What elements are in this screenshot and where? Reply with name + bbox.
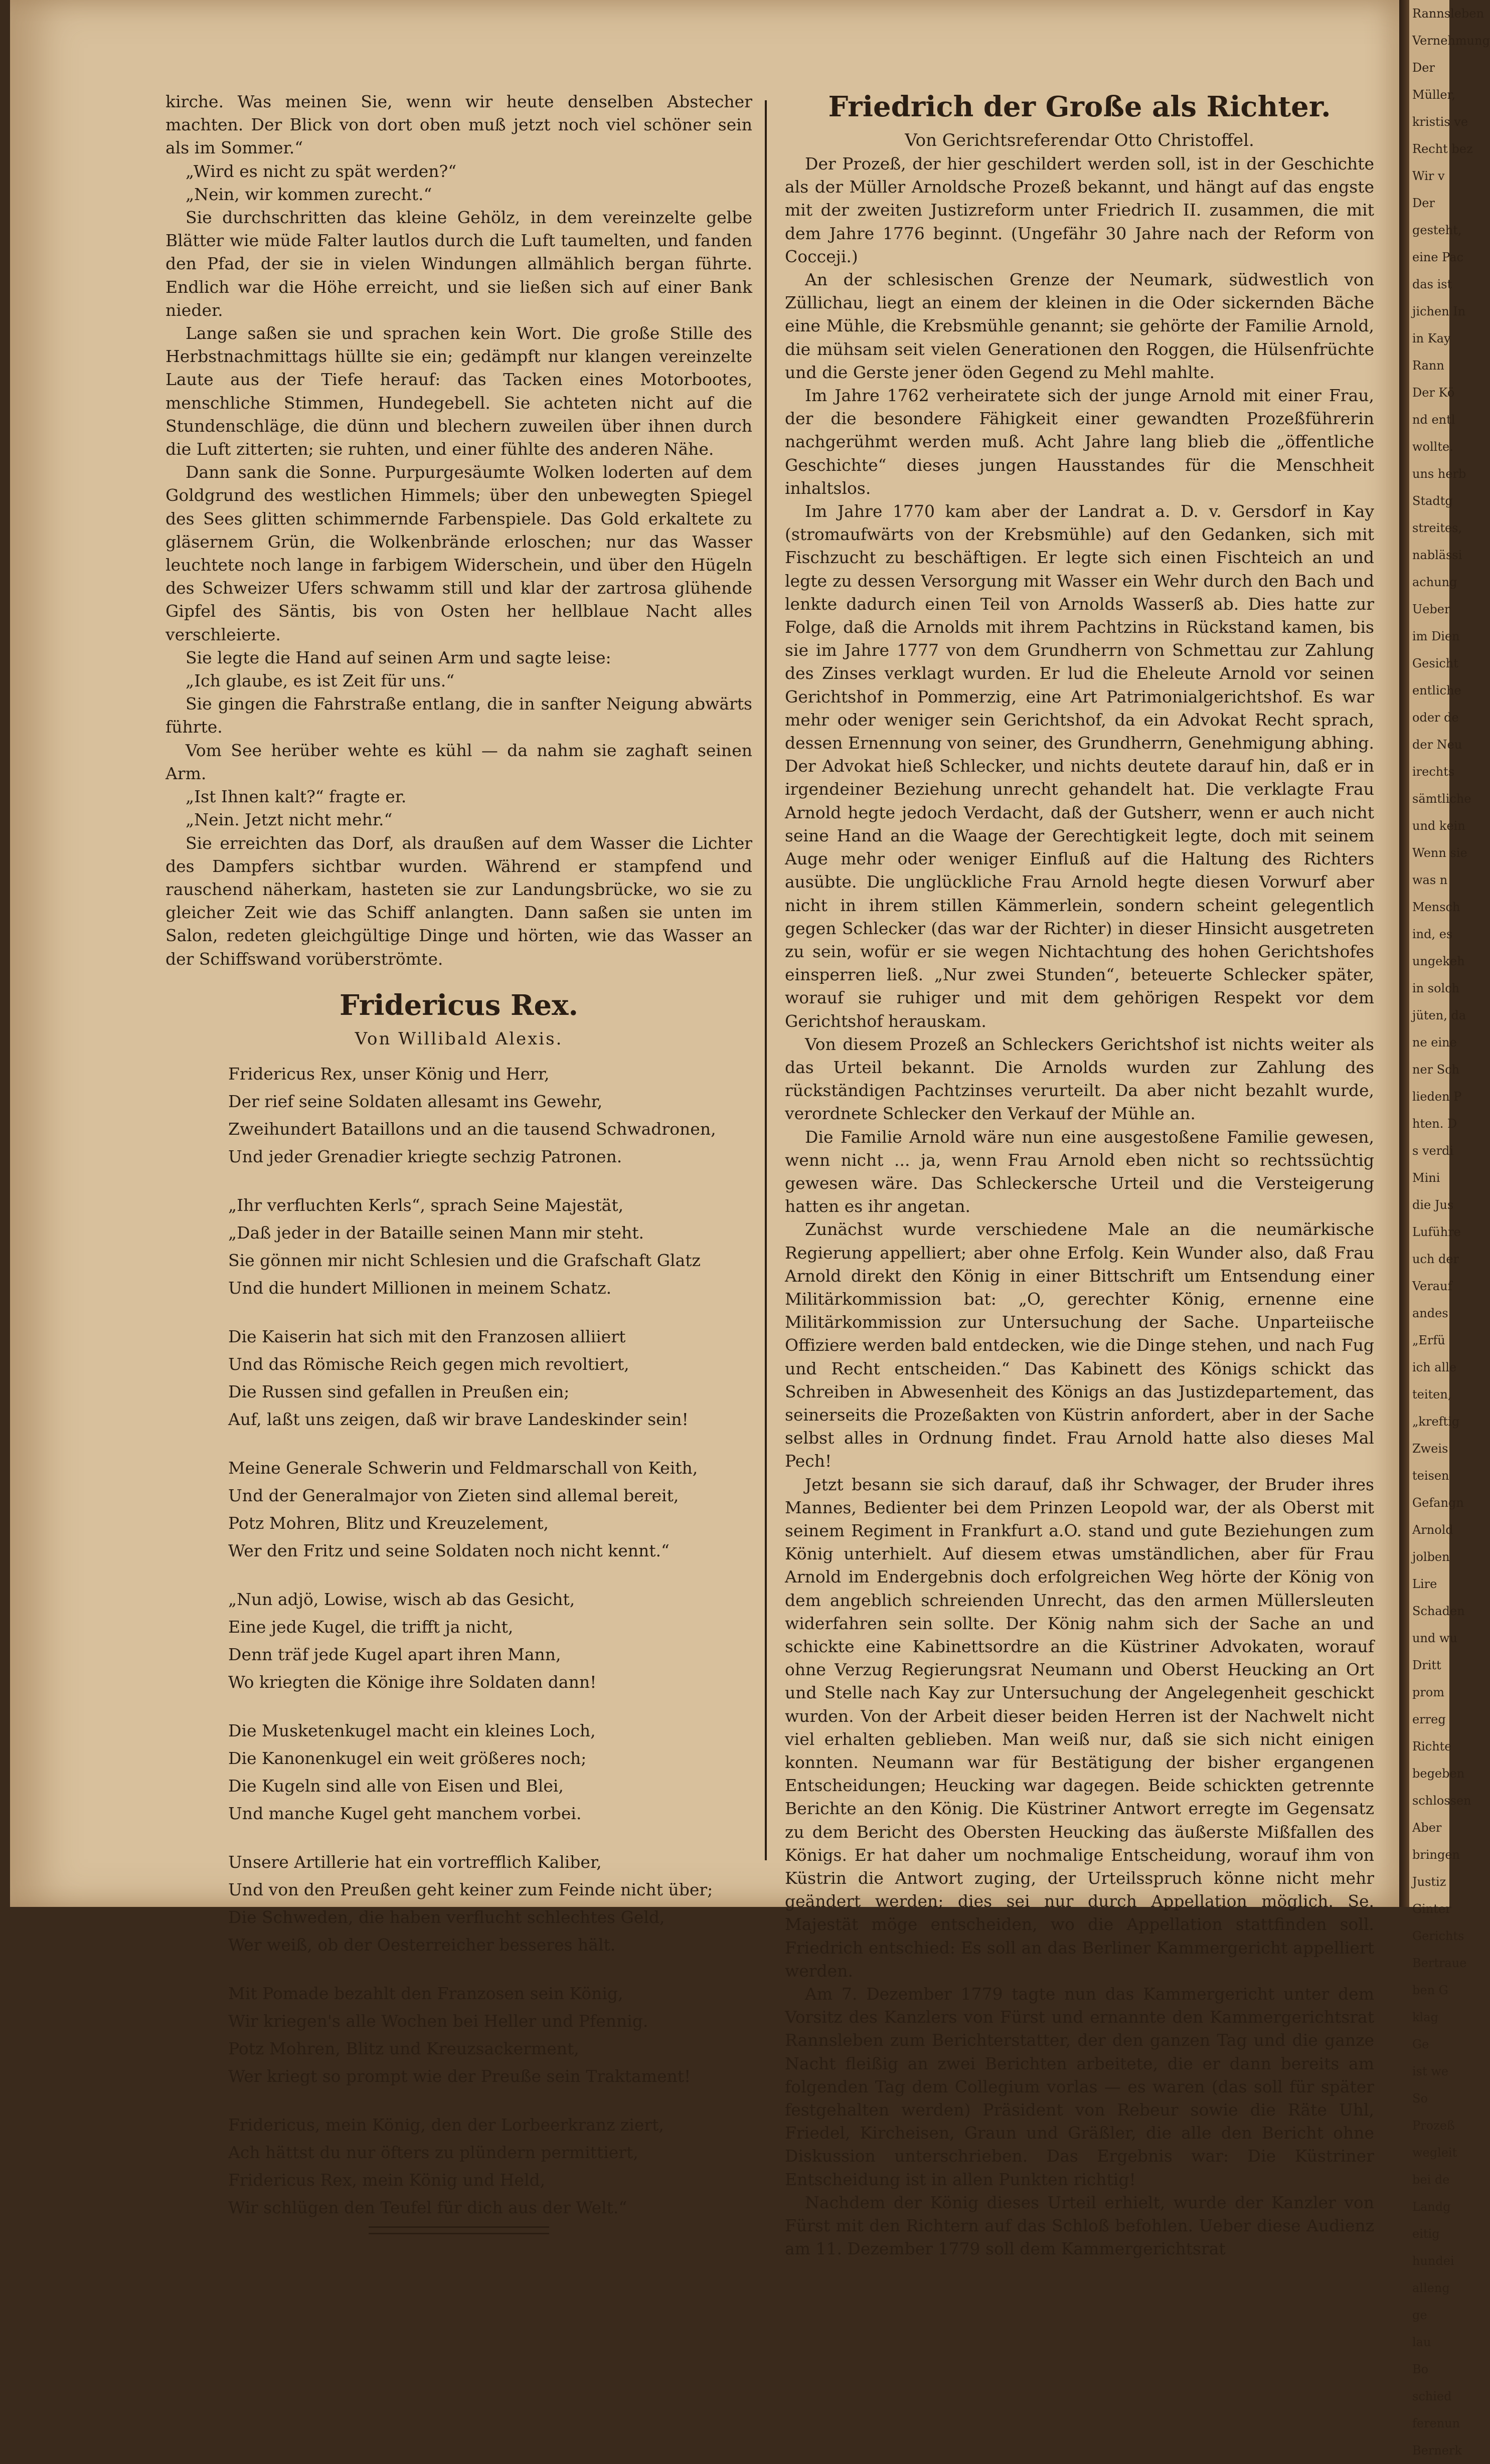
adjacent-page-fragment: und wu: [1412, 1631, 1457, 1645]
poem-line: Und jeder Grenadier kriegte sechzig Patronen.: [228, 1146, 622, 1166]
book-gutter: [1399, 0, 1409, 1907]
article-paragraph: Jetzt besann sie sich darauf, daß ihr Schwager, der Bruder ihres Mannes, Bedienter bei dem Prinzen Leopold war, der als Oberst mit seinem Regiment in Frankfurt a.O. stand und gute Beziehungen zum König unterhielt. Auf diesem etwas umständlichen, aber für Frau Arnold im Endergebnis doch erfolgreichen Weg hörte der König von dem angeblich schreienden Unrecht, das den armen Müllersleuten widerfahren sein sollte. Der König nahm sich der Sache an und schickte eine Kabinettsordre an die Küstriner Advokaten, worauf ohne Verzug Regierungsrat Neumann und Oberst Heucking an Ort und Stelle nach Kay zur Untersuchung der Angelegenheit geschickt wurden. Von der Arbeit dieser beiden Herren ist der Nachwelt nicht viel erhalten geblieben. Man weiß nur, daß sie sich nicht einigen konnten. Neumann war für Bestätigung der bisher ergangenen Entscheidungen; Heucking war dagegen. Beide schickten getrennte Berichte an den König. Die Küstriner Antwort erregte im Gegensatz zu dem Bericht des Obersten Heucking das äußerste Mißfallen des Königs. Er hat daher um nochmalige Entscheidung, worauf ihm von Küstrin die Antwort zuging, der Urteilsspruch könne nicht mehr geändert werden; dies sei nur durch Appellation möglich. Se. Majestät möge entscheiden, wo die Appellation stattfinden soll. Friedrich entschied: Es soll an das Berliner Kammergericht appelliert werden.: [785, 1474, 1374, 1981]
story-paragraph: Dann sank die Sonne. Purpurgesäumte Wolken loderten auf dem Goldgrund des westlichen Himmels; über den unbewegten Spiegel des Sees glitten schimmernde Farbenspiele. Das Gold erkaltete zu gläsernem Grün, die Wolkenbrände erloschen; nur das Wasser leuchtete noch lange in farbigem Widerschein, und über den Hügeln des Schweizer Ufers schwamm still und klar der zartrosa glühende Gipfel des Säntis, bis von Osten her hellblaue Nacht alles verschleierte.: [165, 462, 752, 644]
adjacent-page-fragment: Rannsleben: [1412, 7, 1484, 21]
adjacent-page-fragment: in Kay: [1412, 331, 1451, 345]
adjacent-page-fragment: Wir v: [1412, 169, 1445, 183]
poem-line: Ach hättst du nur öfters zu plündern permittiert,: [228, 2142, 638, 2162]
poem-stanza: [228, 1717, 752, 1827]
adjacent-page-fragment: schied: [1412, 2389, 1452, 2403]
end-rule: [369, 2226, 549, 2234]
poem-line: Wir schlügen den Teufel für dich aus der Welt.“: [228, 2197, 627, 2217]
adjacent-page-fragment: ne eine: [1412, 1035, 1457, 1049]
poem-line: Und manche Kugel geht manchem vorbei.: [228, 1803, 582, 1823]
adjacent-page-fragment: Landg: [1412, 2200, 1451, 2214]
poem-line: Wo kriegten die Könige ihre Soldaten dann!: [228, 1672, 597, 1692]
poem-line: Wer kriegt so prompt wie der Preuße sein Traktament!: [228, 2066, 691, 2086]
adjacent-page-fragment: lieden P: [1412, 1090, 1462, 1104]
poem-line: Die Kaiserin hat sich mit den Franzosen alliiert: [228, 1326, 626, 1346]
adjacent-page-fragment: Lire: [1412, 1577, 1437, 1591]
adjacent-page-fragment: Gesicht: [1412, 656, 1458, 670]
adjacent-page-fragment: lau: [1412, 2335, 1431, 2349]
poem-line: „Ihr verfluchten Kerls“, sprach Seine Majestät,: [228, 1195, 624, 1215]
story-paragraph: Sie erreichten das Dorf, als draußen auf dem Wasser die Lichter des Dampfers sichtbar wurden. Während er stampfend und rauschend näherkam, hasteten sie zur Landungsbrücke, wo sie zu gleicher Zeit wie das Schiff anlangten. Dann saßen sie unten im Salon, redeten gleichgültige Dinge und hörten, wie das Wasser an der Schiffswand vorüberströmte.: [165, 833, 752, 969]
adjacent-page-fragment: Der: [1412, 196, 1435, 210]
poem-line: Die Russen sind gefallen in Preußen ein;: [228, 1381, 570, 1401]
adjacent-page-fragment: Recht bez: [1412, 142, 1473, 156]
adjacent-page-fragment: eine Pac: [1412, 250, 1463, 264]
adjacent-page-fragment: entliche: [1412, 683, 1461, 697]
poem-line: Die Schweden, die haben verflucht schlechtes Geld,: [228, 1907, 665, 1927]
poem-line: Meine Generale Schwerin und Feldmarschall von Keith,: [228, 1458, 698, 1478]
adjacent-page-fragment: Aber: [1412, 1821, 1442, 1835]
adjacent-page-fragment: das ist: [1412, 277, 1452, 291]
poem-byline: Von Willibald Alexis.: [355, 1028, 563, 1049]
adjacent-page-fragment: Stadtg: [1412, 494, 1453, 508]
poem-stanza: [228, 1191, 752, 1302]
adjacent-page-fragment: Ueber: [1412, 602, 1450, 616]
adjacent-page-fragment: Arnold: [1412, 1523, 1453, 1537]
adjacent-page-fragment: gesteht,: [1412, 223, 1462, 237]
adjacent-page-fragment: und kein: [1412, 819, 1465, 833]
right-column: [785, 90, 1374, 2260]
poem-line: Und der Generalmajor von Zieten sind allemal bereit,: [228, 1485, 679, 1505]
poem-line: Die Kugeln sind alle von Eisen und Blei,: [228, 1776, 564, 1796]
adjacent-page-fragment: Prozeß: [1412, 2119, 1455, 2133]
adjacent-page-fragment: Luführe: [1412, 1225, 1461, 1239]
adjacent-page-fragment: Ginter: [1412, 1902, 1451, 1916]
poem-line: Potz Mohren, Blitz und Kreuzelement,: [228, 1513, 549, 1533]
adjacent-page-fragment: Gerichts: [1412, 1929, 1464, 1943]
poem-line: Und das Römische Reich gegen mich revoltiert,: [228, 1354, 629, 1374]
adjacent-page-fragment: Justiz: [1412, 1875, 1446, 1889]
poem-stanza: [228, 1060, 752, 1170]
poem-stanza: [228, 1586, 752, 1696]
adjacent-page-fragment: Müller,: [1412, 88, 1456, 102]
adjacent-page-fragment: teiten,: [1412, 1387, 1452, 1401]
adjacent-page-fragment: ist we: [1412, 2064, 1449, 2078]
adjacent-page-fragment: Vernehmung: [1412, 34, 1490, 48]
adjacent-page-fragment: der Neu: [1412, 738, 1462, 752]
adjacent-page-fragment: ben G: [1412, 1983, 1448, 1997]
poem-stanza: [228, 1323, 752, 1433]
poem-stanza: [228, 1980, 752, 2090]
poem-line: Mit Pomade bezahlt den Franzosen sein König,: [228, 1983, 623, 2003]
adjacent-page-strip: [1409, 0, 1490, 2457]
adjacent-page-fragment: jolben: [1412, 1550, 1450, 1564]
article-paragraph: Am 7. Dezember 1779 tagte nun das Kammergericht unter dem Vorsitz des Kanzlers von Fürst und ernannte den Kammergerichtsrat Rannsleben zum Berichterstatter, der den ganzen Tag und die ganze Nacht fleißig an zwei Berichten arbeitete, die er dann bereits am folgenden Tag dem Collegium vorlas — es waren (das soll für später festgehalten werden) Präsident von Rebeur sowie die Räte Uhl, Friedel, Kircheisen, Graun und Gräßler, die alle den Bericht ohne Diskussion unterschrieben. Das Ergebnis war: Die Küstriner Entscheidung ist in allen Punkten richtig!: [785, 1984, 1374, 2189]
poem-line: Und von den Preußen geht keiner zum Feinde nicht über;: [228, 1879, 713, 1899]
adjacent-page-fragment: andes: [1412, 1306, 1448, 1320]
poem-line: Wir kriegen's alle Wochen bei Heller und Pfennig.: [228, 2011, 648, 2031]
poem-line: Unsere Artillerie hat ein vortrefflich Kaliber,: [228, 1852, 602, 1872]
adjacent-page-fragment: Mini: [1412, 1171, 1440, 1185]
adjacent-page-fragment: ich alle: [1412, 1360, 1457, 1374]
adjacent-page-fragment: teisen: [1412, 1469, 1449, 1483]
adjacent-page-fragment: Bertraue: [1412, 1956, 1467, 1970]
adjacent-page-fragment: jichen In: [1412, 304, 1466, 318]
adjacent-page-fragment: sämtliche: [1412, 792, 1471, 806]
story-paragraph: Sie legte die Hand auf seinen Arm und sagte leise:: [186, 647, 611, 667]
adjacent-page-fragment: uns herb: [1412, 467, 1466, 481]
newspaper-page: [10, 0, 1400, 2259]
adjacent-page-fragment: die Jus: [1412, 1198, 1454, 1212]
adjacent-page-fragment: So: [1412, 2091, 1428, 2105]
article-paragraph: Von diesem Prozeß an Schleckers Gerichtshof ist nichts weiter als das Urteil bekannt. Die Arnolds wurden zur Zahlung des rückständigen Pachtzinses verurteilt. Da aber nicht bezahlt wurde, verordnete Schlecker den Verkauf der Mühle an.: [785, 1034, 1374, 1124]
adjacent-page-fragment: erreg: [1412, 1712, 1446, 1726]
adjacent-page-fragment: streites,: [1412, 521, 1462, 535]
poem-title: Fridericus Rex.: [340, 988, 578, 1022]
poem-line: Zweihundert Bataillons und an die tausend Schwadronen,: [228, 1119, 716, 1139]
poem-line: Potz Mohren, Blitz und Kreuzsackerment,: [228, 2038, 579, 2058]
adjacent-page-fragment: Dritt: [1412, 1658, 1441, 1672]
poem-line: „Daß jeder in der Bataille seinen Mann mir steht.: [228, 1222, 644, 1243]
adjacent-page-fragment: irechts: [1412, 765, 1455, 779]
adjacent-page-fragment: bringen: [1412, 1848, 1460, 1862]
adjacent-page-fragment: bei de: [1412, 2173, 1450, 2187]
story-paragraph: Vom See herüber wehte es kühl — da nahm sie zaghaft seinen Arm.: [165, 740, 752, 783]
adjacent-page-fragment: eitig: [1412, 2227, 1440, 2241]
adjacent-page-fragment: was n: [1412, 873, 1448, 887]
adjacent-page-fragment: Verauf: [1412, 1279, 1452, 1293]
adjacent-page-fragment: „kreftig: [1412, 1415, 1460, 1429]
poem-stanza: [228, 1454, 752, 1564]
adjacent-page-fragment: Mensch: [1412, 900, 1460, 914]
article-paragraph: Die Familie Arnold wäre nun eine ausgestoßene Familie gewesen, wenn nicht ... ja, wenn Frau Arnold eben nicht so rechtssüchtig gewesen wäre. Das Schleckersche Urteil und die Versteigerung hatten es ihr angetan.: [785, 1127, 1374, 1216]
article-paragraph: Im Jahre 1770 kam aber der Landrat a. D. v. Gersdorf in Kay (stromaufwärts von der Krebsmühle) auf den Gedanken, sich mit Fischzucht zu beschäftigen. Er legte sich einen Fischteich an und legte zu dessen Versorgung mit Wasser ein Wehr durch den Bach und lenkte dadurch einen Teil von Arnolds Wasserß ab. Dies hatte zur Folge, daß die Arnolds mit ihrem Pachtzins in Rückstand kamen, bis sie im Jahre 1777 von dem Grundherrn von Schmettau zur Zahlung des Zinses verklagt wurden. Er lud die Eheleute Arnold vor seinen Gerichtshof in Pommerzig, eine Art Patrimonialgerichtshof. Es war mehr oder weniger sein Gerichtshof, da ein Advokat Recht sprach, dessen Ernennung von seiner, des Grundherrn, Genehmigung abhing. Der Advokat hieß Schlecker, und nichts deutete darauf hin, daß er in irgendeiner Beziehung unrecht gehandelt hat. Die verklagte Frau Arnold hegte jedoch Verdacht, daß der Gutsherr, wenn er auch nicht seine Hand an die Waage der Gerechtigkeit legte, doch mit seinem Auge mehr oder weniger Einfluß auf die Haltung des Richters ausübte. Die unglückliche Frau Arnold hegte diesen Vorwurf aber nicht in ihrem stillen Kämmerlein, sondern scheint gelegentlich gegen Schlecker (das war der Richter) in dieser Hinsicht ausgetreten zu sein, wofür er sie wegen Nichtachtung des hohen Gerichtshofes einsperren ließ. „Nur zwei Stunden“, beteuerte Schlecker später, worauf sie ruhiger und mit dem gehörigen Respekt vor dem Gerichtshof herauskam.: [785, 501, 1374, 1031]
poem-line: „Nun adjö, Lowise, wisch ab das Gesicht,: [228, 1589, 575, 1609]
poem-line: Der rief seine Soldaten allesamt ins Gewehr,: [228, 1091, 603, 1111]
poem-line: Eine jede Kugel, die trifft ja nicht,: [228, 1617, 514, 1637]
adjacent-page-fragment: Wenn sie: [1412, 846, 1467, 860]
adjacent-page-fragment: ind, es: [1412, 927, 1453, 941]
poem-line: Denn träf jede Kugel apart ihren Mann,: [228, 1644, 561, 1664]
poem-stanza: [228, 2111, 752, 2221]
column-divider: [765, 100, 767, 1860]
adjacent-page-fragment: s verdi: [1412, 1144, 1454, 1158]
poem-line: Auf, laßt uns zeigen, daß wir brave Landeskinder sein!: [228, 1409, 689, 1429]
poem-line: Fridericus, mein König, den der Lorbeerkranz ziert,: [228, 2115, 664, 2135]
left-column: [165, 90, 752, 2234]
poem-line: Wer den Fritz und seine Soldaten noch nicht kennt.“: [228, 1540, 670, 1560]
adjacent-page-fragment: „Erfü: [1412, 1333, 1445, 1347]
story-paragraph: „Nein, wir kommen zurecht.“: [186, 184, 432, 204]
adjacent-page-fragment: wegleit: [1412, 2146, 1457, 2160]
story-paragraph: „Wird es nicht zu spät werden?“: [186, 161, 457, 181]
poem-line: Die Kanonenkugel ein weit größeres noch;: [228, 1748, 587, 1768]
story-continuation: [165, 90, 752, 971]
adjacent-page-fragment: kristis ve: [1412, 115, 1468, 129]
adjacent-page-fragment: ner Sch: [1412, 1063, 1460, 1077]
poem: [228, 1060, 752, 2221]
article-paragraph: Der Prozeß, der hier geschildert werden soll, ist in der Geschichte als der Müller Arnoldsche Prozeß bekannt, und hängt auf das engste mit der zweiten Justizreform unter Friedrich II. zusammen, die mit dem Jahre 1776 beginnt. (Ungefähr 30 Jahre nach der Reform von Cocceji.): [785, 154, 1374, 266]
adjacent-page-fragment: oder de: [1412, 711, 1459, 725]
adjacent-page-fragment: Ge: [1412, 2037, 1429, 2051]
adjacent-page-fragment: alleng: [1412, 2281, 1450, 2295]
story-paragraph: „Ist Ihnen kalt?“ fragte er.: [186, 787, 407, 807]
adjacent-page-fragment: Bernerk: [1412, 2443, 1462, 2457]
adjacent-page-fragment: prom: [1412, 1685, 1445, 1699]
story-paragraph: „Ich glaube, es ist Zeit für uns.“: [186, 671, 455, 691]
adjacent-page-fragment: klag: [1412, 2010, 1438, 2024]
article-byline: Von Gerichtsreferendar Otto Christoffel.: [905, 130, 1254, 150]
adjacent-page-fragment: ferenun: [1412, 2416, 1460, 2430]
article-paragraph: Im Jahre 1762 verheiratete sich der junge Arnold mit einer Frau, der die besondere Fähigkeit einer gewandten Prozeßführerin nachgerühmt werden muß. Acht Jahre lang blieb die „öffentliche Geschichte“ dieses jungen Hausstandes für die Menschheit inhaltslos.: [785, 386, 1374, 498]
adjacent-page-fragment: Rann: [1412, 359, 1444, 373]
adjacent-page-fragment: nd entl: [1412, 413, 1455, 427]
article-title: Friedrich der Große als Richter.: [828, 90, 1331, 123]
adjacent-page-fragment: achung: [1412, 575, 1457, 589]
story-paragraph: „Nein. Jetzt nicht mehr.“: [186, 810, 393, 830]
story-paragraph: Sie gingen die Fahrstraße entlang, die in sanfter Neigung abwärts führte.: [165, 694, 752, 737]
adjacent-page-fragment: in solch: [1412, 981, 1460, 995]
adjacent-page-fragment: Gefangn: [1412, 1496, 1464, 1510]
poem-stanza: [228, 1848, 752, 1959]
poem-line: Fridericus Rex, mein König und Held,: [228, 2170, 546, 2190]
story-paragraph: Sie durchschritten das kleine Gehölz, in dem vereinzelte gelbe Blätter wie müde Falter lautlos durch die Luft taumelten, und fanden den Pfad, der sie in vielen Windungen allmählich bergan führte. Endlich war die Höhe erreicht, und sie ließen sich auf einer Bank nieder.: [165, 208, 752, 320]
adjacent-page-fragment: Der: [1412, 61, 1435, 75]
adjacent-page-fragment: hten. D: [1412, 1117, 1457, 1131]
article-paragraph: Nachdem der König dieses Urteil erhielt, wurde der Kanzler von Fürst mit den Richtern auf das Schloß befohlen. Ueber diese Audienz am 11. Dezember 1779 soll dem Kammergerichtsrat: [785, 2192, 1374, 2259]
adjacent-page-fragment: ge: [1412, 2308, 1427, 2322]
story-paragraph: Lange saßen sie und sprachen kein Wort. Die große Stille des Herbstnachmittags hüllte sie ein; gedämpft nur klangen vereinzelte Laute aus der Tiefe herauf: das Tacken eines Motorbootes, menschliche Stimmen, Hundegebell. Sie achteten nicht auf die Stundenschläge, die dünn und blechern zuweilen über ihnen durch die Luft zitterten; sie ruhten, und einer fühlte des anderen Nähe.: [165, 323, 752, 459]
adjacent-page-fragment: ungekeh: [1412, 954, 1465, 968]
adjacent-page-fragment: Schaden: [1412, 1604, 1465, 1618]
article-paragraph: An der schlesischen Grenze der Neumark, südwestlich von Züllichau, liegt an einem der kleinen in die Oder sickernden Bäche eine Mühle, die Krebsmühle genannt; sie gehörte der Familie Arnold, die mühsam seit vielen Generationen den Roggen, die Hülsenfrüchte und die Gerste jener öden Gegend zu Mehl mahlte.: [785, 270, 1374, 382]
adjacent-page-fragment: Der Kö: [1412, 386, 1455, 400]
adjacent-page-fragment: uch der: [1412, 1252, 1459, 1266]
poem-line: Die Musketenkugel macht ein kleines Loch,: [228, 1720, 596, 1740]
poem-line: Fridericus Rex, unser König und Herr,: [228, 1064, 550, 1084]
adjacent-page-fragment: nablässi: [1412, 548, 1462, 562]
poem-line: Sie gönnen mir nicht Schlesien und die Grafschaft Glatz: [228, 1250, 701, 1270]
poem-line: Wer weiß, ob der Oesterreicher besseres hält.: [228, 1934, 616, 1955]
adjacent-page-fragment: Richte: [1412, 1739, 1452, 1753]
adjacent-page-fragment: Zweis: [1412, 1442, 1448, 1456]
adjacent-page-fragment: begeben: [1412, 1767, 1465, 1781]
adjacent-page-fragment: schlossen: [1412, 1794, 1471, 1808]
adjacent-page-fragment: hundei: [1412, 2254, 1454, 2268]
article-paragraph: Zunächst wurde verschiedene Male an die neumärkische Regierung appelliert; aber ohne Erfolg. Kein Wunder also, daß Frau Arnold direkt den König in einer Bittschrift um Entsendung einer Militärkommission bat: „O, gerechter König, ernenne eine Militärkommission zur Untersuchung der Sache. Unparteiische Offiziere werden bald entdecken, wie die Dinge stehen, und nach Fug und Recht entscheiden.“ Das Kabinett des Königs schickt das Schreiben in Abwesenheit des Königs an das Justizdepartement, das seinerseits die Prozeßakten von Küstrin anfordert, aber in der Sache selbst alles in Ordnung findet. Frau Arnold hatte also dieses Mal Pech!: [785, 1219, 1374, 1471]
poem-line: Und die hundert Millionen in meinem Schatz.: [228, 1278, 612, 1298]
adjacent-page-fragment: jüten, da: [1412, 1008, 1466, 1022]
story-paragraph: kirche. Was meinen Sie, wenn wir heute denselben Abstecher machten. Der Blick von dort oben muß jetzt noch viel schöner sein als im Sommer.“: [165, 92, 752, 158]
adjacent-page-fragment: Bo: [1412, 2362, 1429, 2376]
adjacent-page-fragment: wollte.: [1412, 440, 1453, 454]
adjacent-page-fragment: im Dien: [1412, 629, 1460, 643]
